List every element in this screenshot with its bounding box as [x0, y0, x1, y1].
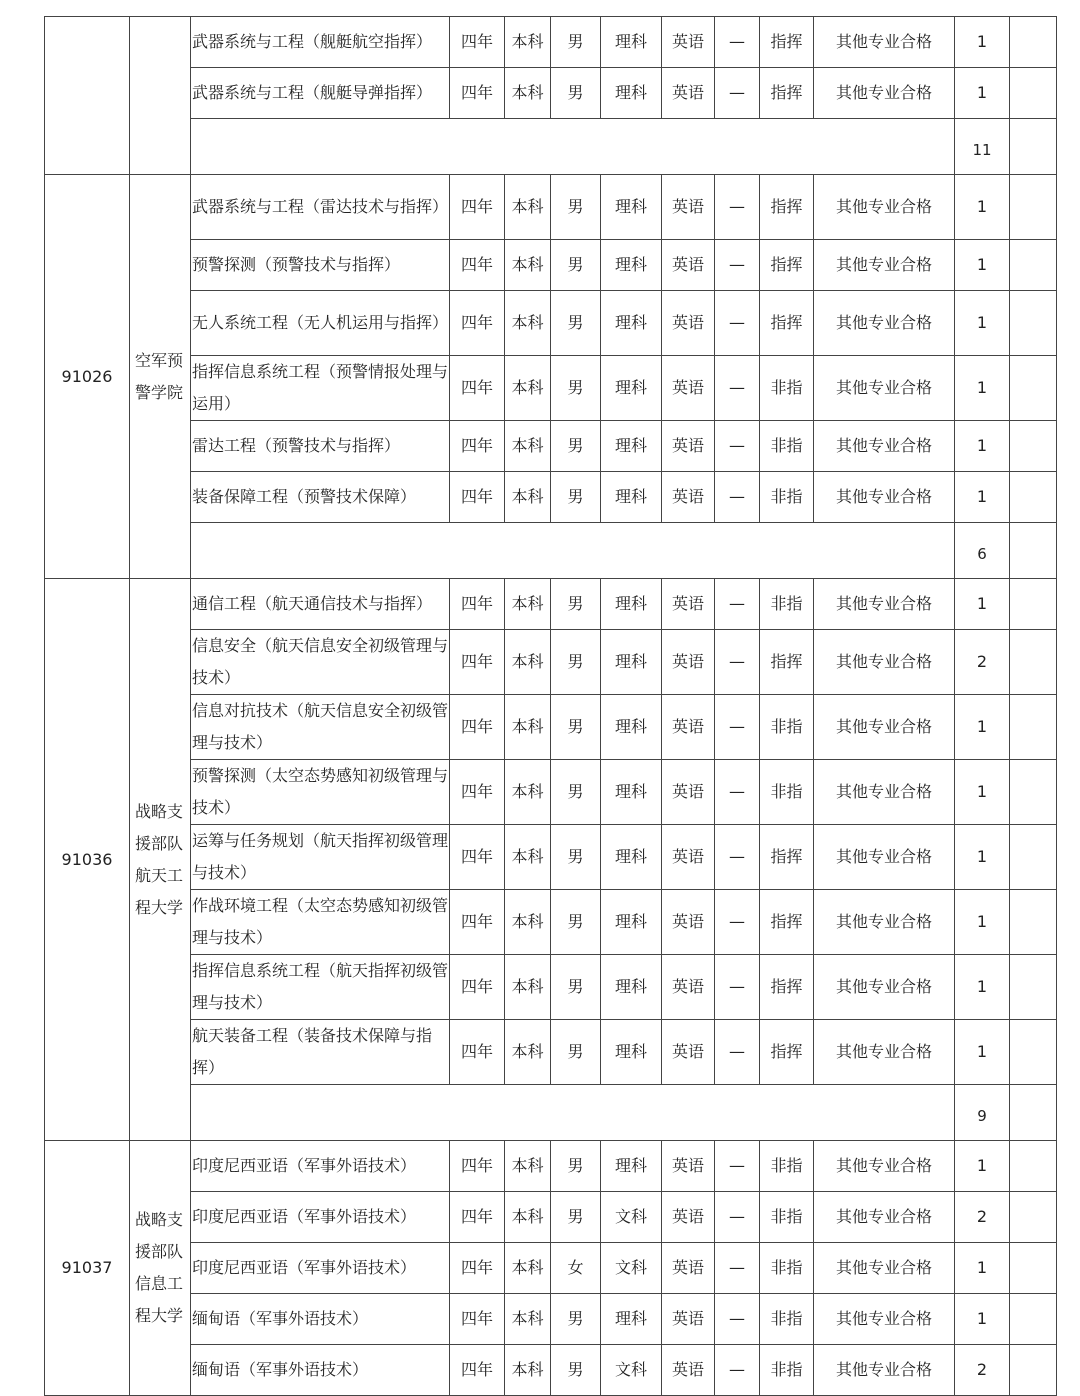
duration-cell: 四年 — [450, 579, 505, 630]
subject-cell: 理科 — [601, 825, 662, 890]
level-cell: 本科 — [505, 175, 551, 240]
type-cell: 指挥 — [760, 17, 814, 68]
language-cell: 英语 — [662, 17, 715, 68]
note-cell — [1010, 695, 1057, 760]
table-row — [45, 1020, 1057, 1085]
note-cell — [1010, 1020, 1057, 1085]
requirement-cell: 其他专业合格 — [814, 1243, 955, 1294]
subject-cell: 理科 — [601, 1020, 662, 1085]
extra-cell: — — [715, 1294, 760, 1345]
type-cell: 非指 — [760, 760, 814, 825]
gender-cell: 男 — [551, 1192, 601, 1243]
note-cell — [1010, 1345, 1057, 1396]
type-cell: 指挥 — [760, 175, 814, 240]
subtotal-count: 6 — [955, 523, 1010, 579]
language-cell: 英语 — [662, 890, 715, 955]
note-cell — [1010, 760, 1057, 825]
extra-cell: — — [715, 291, 760, 356]
major-cell: 武器系统与工程（舰艇航空指挥） — [191, 17, 450, 68]
admissions-table — [44, 16, 1057, 1396]
count-cell: 2 — [955, 1345, 1010, 1396]
duration-cell: 四年 — [450, 1294, 505, 1345]
extra-cell: — — [715, 825, 760, 890]
type-cell: 非指 — [760, 421, 814, 472]
level-cell: 本科 — [505, 630, 551, 695]
subject-cell: 理科 — [601, 579, 662, 630]
subject-cell: 文科 — [601, 1345, 662, 1396]
level-cell: 本科 — [505, 1345, 551, 1396]
requirement-cell: 其他专业合格 — [814, 421, 955, 472]
duration-cell: 四年 — [450, 175, 505, 240]
duration-cell: 四年 — [450, 1020, 505, 1085]
table-row — [45, 356, 1057, 421]
language-cell: 英语 — [662, 1192, 715, 1243]
subject-cell: 文科 — [601, 1192, 662, 1243]
count-cell: 1 — [955, 1020, 1010, 1085]
extra-cell: — — [715, 175, 760, 240]
note-cell — [1010, 890, 1057, 955]
type-cell: 非指 — [760, 1345, 814, 1396]
extra-cell: — — [715, 630, 760, 695]
note-cell — [1010, 579, 1057, 630]
language-cell: 英语 — [662, 421, 715, 472]
gender-cell: 男 — [551, 695, 601, 760]
major-cell: 预警探测（预警技术与指挥） — [191, 240, 450, 291]
extra-cell: — — [715, 695, 760, 760]
major-cell: 武器系统与工程（舰艇导弹指挥） — [191, 68, 450, 119]
table-row — [45, 1192, 1057, 1243]
major-cell: 缅甸语（军事外语技术） — [191, 1345, 450, 1396]
type-cell: 非指 — [760, 1141, 814, 1192]
major-cell: 信息对抗技术（航天信息安全初级管理与技术） — [191, 695, 450, 760]
extra-cell: — — [715, 240, 760, 291]
gender-cell: 男 — [551, 1345, 601, 1396]
table-row — [45, 291, 1057, 356]
duration-cell: 四年 — [450, 356, 505, 421]
subject-cell: 理科 — [601, 240, 662, 291]
type-cell: 指挥 — [760, 955, 814, 1020]
major-cell: 雷达工程（预警技术与指挥） — [191, 421, 450, 472]
level-cell: 本科 — [505, 240, 551, 291]
subject-cell: 理科 — [601, 175, 662, 240]
gender-cell: 男 — [551, 291, 601, 356]
count-cell: 1 — [955, 1141, 1010, 1192]
level-cell: 本科 — [505, 890, 551, 955]
level-cell: 本科 — [505, 695, 551, 760]
level-cell: 本科 — [505, 1192, 551, 1243]
major-cell: 装备保障工程（预警技术保障） — [191, 472, 450, 523]
gender-cell: 男 — [551, 825, 601, 890]
major-cell: 指挥信息系统工程（预警情报处理与运用） — [191, 356, 450, 421]
major-cell: 信息安全（航天信息安全初级管理与技术） — [191, 630, 450, 695]
language-cell: 英语 — [662, 1020, 715, 1085]
school-name-cell: 空军预警学院 — [130, 175, 191, 579]
subtotal-note — [1010, 119, 1057, 175]
gender-cell: 男 — [551, 955, 601, 1020]
extra-cell: — — [715, 1192, 760, 1243]
requirement-cell: 其他专业合格 — [814, 579, 955, 630]
extra-cell: — — [715, 68, 760, 119]
table-row — [45, 695, 1057, 760]
type-cell: 非指 — [760, 579, 814, 630]
extra-cell: — — [715, 1345, 760, 1396]
major-cell: 通信工程（航天通信技术与指挥） — [191, 579, 450, 630]
count-cell: 1 — [955, 291, 1010, 356]
subtotal-note — [1010, 523, 1057, 579]
school-code-cell — [45, 17, 130, 175]
subtotal-spacer — [191, 119, 955, 175]
type-cell: 指挥 — [760, 630, 814, 695]
note-cell — [1010, 1294, 1057, 1345]
extra-cell: — — [715, 1141, 760, 1192]
subtotal-row — [45, 523, 1057, 579]
level-cell: 本科 — [505, 472, 551, 523]
duration-cell: 四年 — [450, 1243, 505, 1294]
table-row — [45, 760, 1057, 825]
language-cell: 英语 — [662, 68, 715, 119]
note-cell — [1010, 356, 1057, 421]
language-cell: 英语 — [662, 695, 715, 760]
table-row — [45, 472, 1057, 523]
table-row — [45, 1294, 1057, 1345]
subject-cell: 理科 — [601, 695, 662, 760]
duration-cell: 四年 — [450, 955, 505, 1020]
duration-cell: 四年 — [450, 630, 505, 695]
table-row — [45, 421, 1057, 472]
duration-cell: 四年 — [450, 68, 505, 119]
note-cell — [1010, 240, 1057, 291]
major-cell: 运筹与任务规划（航天指挥初级管理与技术） — [191, 825, 450, 890]
type-cell: 非指 — [760, 1192, 814, 1243]
table-row — [45, 890, 1057, 955]
count-cell: 1 — [955, 68, 1010, 119]
subtotal-spacer — [191, 1085, 955, 1141]
subject-cell: 理科 — [601, 421, 662, 472]
count-cell: 1 — [955, 472, 1010, 523]
school-code-cell: 91036 — [45, 579, 130, 1141]
language-cell: 英语 — [662, 955, 715, 1020]
subject-cell: 理科 — [601, 890, 662, 955]
school-code-cell: 91026 — [45, 175, 130, 579]
requirement-cell: 其他专业合格 — [814, 890, 955, 955]
extra-cell: — — [715, 1243, 760, 1294]
school-name-cell: 战略支援部队信息工程大学 — [130, 1141, 191, 1396]
subtotal-count: 9 — [955, 1085, 1010, 1141]
note-cell — [1010, 630, 1057, 695]
requirement-cell: 其他专业合格 — [814, 472, 955, 523]
gender-cell: 男 — [551, 1294, 601, 1345]
extra-cell: — — [715, 955, 760, 1020]
major-cell: 缅甸语（军事外语技术） — [191, 1294, 450, 1345]
major-cell: 预警探测（太空态势感知初级管理与技术） — [191, 760, 450, 825]
level-cell: 本科 — [505, 825, 551, 890]
extra-cell: — — [715, 356, 760, 421]
type-cell: 非指 — [760, 695, 814, 760]
note-cell — [1010, 1243, 1057, 1294]
gender-cell: 男 — [551, 356, 601, 421]
language-cell: 英语 — [662, 760, 715, 825]
requirement-cell: 其他专业合格 — [814, 240, 955, 291]
school-name-cell: 战略支援部队航天工程大学 — [130, 579, 191, 1141]
note-cell — [1010, 175, 1057, 240]
duration-cell: 四年 — [450, 291, 505, 356]
gender-cell: 男 — [551, 421, 601, 472]
count-cell: 2 — [955, 630, 1010, 695]
type-cell: 指挥 — [760, 825, 814, 890]
requirement-cell: 其他专业合格 — [814, 955, 955, 1020]
level-cell: 本科 — [505, 356, 551, 421]
extra-cell: — — [715, 760, 760, 825]
table-row — [45, 579, 1057, 630]
extra-cell: — — [715, 1020, 760, 1085]
major-cell: 印度尼西亚语（军事外语技术） — [191, 1141, 450, 1192]
type-cell: 指挥 — [760, 291, 814, 356]
extra-cell: — — [715, 472, 760, 523]
language-cell: 英语 — [662, 472, 715, 523]
subject-cell: 文科 — [601, 1243, 662, 1294]
count-cell: 2 — [955, 1192, 1010, 1243]
type-cell: 非指 — [760, 472, 814, 523]
duration-cell: 四年 — [450, 890, 505, 955]
note-cell — [1010, 825, 1057, 890]
count-cell: 1 — [955, 1294, 1010, 1345]
duration-cell: 四年 — [450, 695, 505, 760]
subject-cell: 理科 — [601, 955, 662, 1020]
requirement-cell: 其他专业合格 — [814, 1020, 955, 1085]
extra-cell: — — [715, 579, 760, 630]
count-cell: 1 — [955, 825, 1010, 890]
gender-cell: 男 — [551, 760, 601, 825]
level-cell: 本科 — [505, 760, 551, 825]
major-cell: 印度尼西亚语（军事外语技术） — [191, 1243, 450, 1294]
count-cell: 1 — [955, 421, 1010, 472]
type-cell: 指挥 — [760, 890, 814, 955]
note-cell — [1010, 421, 1057, 472]
duration-cell: 四年 — [450, 1192, 505, 1243]
language-cell: 英语 — [662, 1243, 715, 1294]
table-row — [45, 1345, 1057, 1396]
subject-cell: 理科 — [601, 1141, 662, 1192]
gender-cell: 男 — [551, 68, 601, 119]
duration-cell: 四年 — [450, 421, 505, 472]
gender-cell: 男 — [551, 240, 601, 291]
requirement-cell: 其他专业合格 — [814, 17, 955, 68]
subtotal-count: 11 — [955, 119, 1010, 175]
count-cell: 1 — [955, 1243, 1010, 1294]
major-cell: 指挥信息系统工程（航天指挥初级管理与技术） — [191, 955, 450, 1020]
requirement-cell: 其他专业合格 — [814, 356, 955, 421]
note-cell — [1010, 1192, 1057, 1243]
language-cell: 英语 — [662, 1345, 715, 1396]
level-cell: 本科 — [505, 291, 551, 356]
subject-cell: 理科 — [601, 291, 662, 356]
note-cell — [1010, 291, 1057, 356]
table-row — [45, 955, 1057, 1020]
table-row — [45, 825, 1057, 890]
note-cell — [1010, 955, 1057, 1020]
gender-cell: 男 — [551, 17, 601, 68]
requirement-cell: 其他专业合格 — [814, 825, 955, 890]
table-row — [45, 17, 1057, 68]
requirement-cell: 其他专业合格 — [814, 175, 955, 240]
count-cell: 1 — [955, 356, 1010, 421]
extra-cell: — — [715, 17, 760, 68]
major-cell: 航天装备工程（装备技术保障与指挥） — [191, 1020, 450, 1085]
note-cell — [1010, 1141, 1057, 1192]
type-cell: 非指 — [760, 356, 814, 421]
subject-cell: 理科 — [601, 1294, 662, 1345]
gender-cell: 男 — [551, 472, 601, 523]
type-cell: 非指 — [760, 1243, 814, 1294]
requirement-cell: 其他专业合格 — [814, 291, 955, 356]
table-body — [45, 17, 1057, 1396]
count-cell: 1 — [955, 695, 1010, 760]
gender-cell: 男 — [551, 890, 601, 955]
language-cell: 英语 — [662, 240, 715, 291]
table-row — [45, 1141, 1057, 1192]
count-cell: 1 — [955, 890, 1010, 955]
language-cell: 英语 — [662, 356, 715, 421]
type-cell: 指挥 — [760, 68, 814, 119]
major-cell: 印度尼西亚语（军事外语技术） — [191, 1192, 450, 1243]
requirement-cell: 其他专业合格 — [814, 695, 955, 760]
major-cell: 武器系统与工程（雷达技术与指挥） — [191, 175, 450, 240]
gender-cell: 男 — [551, 175, 601, 240]
count-cell: 1 — [955, 579, 1010, 630]
requirement-cell: 其他专业合格 — [814, 1141, 955, 1192]
subtotal-row — [45, 1085, 1057, 1141]
count-cell: 1 — [955, 955, 1010, 1020]
level-cell: 本科 — [505, 579, 551, 630]
table-row — [45, 175, 1057, 240]
requirement-cell: 其他专业合格 — [814, 1192, 955, 1243]
language-cell: 英语 — [662, 291, 715, 356]
note-cell — [1010, 68, 1057, 119]
duration-cell: 四年 — [450, 825, 505, 890]
type-cell: 指挥 — [760, 240, 814, 291]
major-cell: 作战环境工程（太空态势感知初级管理与技术） — [191, 890, 450, 955]
language-cell: 英语 — [662, 630, 715, 695]
language-cell: 英语 — [662, 1141, 715, 1192]
gender-cell: 男 — [551, 579, 601, 630]
language-cell: 英语 — [662, 579, 715, 630]
duration-cell: 四年 — [450, 1345, 505, 1396]
gender-cell: 男 — [551, 1141, 601, 1192]
school-code-cell: 91037 — [45, 1141, 130, 1396]
count-cell: 1 — [955, 760, 1010, 825]
subject-cell: 理科 — [601, 472, 662, 523]
count-cell: 1 — [955, 240, 1010, 291]
requirement-cell: 其他专业合格 — [814, 68, 955, 119]
language-cell: 英语 — [662, 1294, 715, 1345]
level-cell: 本科 — [505, 955, 551, 1020]
duration-cell: 四年 — [450, 760, 505, 825]
subject-cell: 理科 — [601, 630, 662, 695]
subtotal-row — [45, 119, 1057, 175]
language-cell: 英语 — [662, 825, 715, 890]
level-cell: 本科 — [505, 1294, 551, 1345]
requirement-cell: 其他专业合格 — [814, 1345, 955, 1396]
subject-cell: 理科 — [601, 68, 662, 119]
count-cell: 1 — [955, 175, 1010, 240]
gender-cell: 男 — [551, 1020, 601, 1085]
level-cell: 本科 — [505, 421, 551, 472]
duration-cell: 四年 — [450, 472, 505, 523]
level-cell: 本科 — [505, 68, 551, 119]
language-cell: 英语 — [662, 175, 715, 240]
level-cell: 本科 — [505, 1243, 551, 1294]
gender-cell: 女 — [551, 1243, 601, 1294]
subtotal-note — [1010, 1085, 1057, 1141]
requirement-cell: 其他专业合格 — [814, 760, 955, 825]
table-row — [45, 630, 1057, 695]
level-cell: 本科 — [505, 1020, 551, 1085]
level-cell: 本科 — [505, 1141, 551, 1192]
subtotal-spacer — [191, 523, 955, 579]
extra-cell: — — [715, 421, 760, 472]
level-cell: 本科 — [505, 17, 551, 68]
table-row — [45, 1243, 1057, 1294]
note-cell — [1010, 472, 1057, 523]
duration-cell: 四年 — [450, 240, 505, 291]
school-name-cell — [130, 17, 191, 175]
count-cell: 1 — [955, 17, 1010, 68]
subject-cell: 理科 — [601, 356, 662, 421]
type-cell: 指挥 — [760, 1020, 814, 1085]
requirement-cell: 其他专业合格 — [814, 630, 955, 695]
duration-cell: 四年 — [450, 1141, 505, 1192]
major-cell: 无人系统工程（无人机运用与指挥） — [191, 291, 450, 356]
table-row — [45, 68, 1057, 119]
note-cell — [1010, 17, 1057, 68]
gender-cell: 男 — [551, 630, 601, 695]
subject-cell: 理科 — [601, 760, 662, 825]
requirement-cell: 其他专业合格 — [814, 1294, 955, 1345]
duration-cell: 四年 — [450, 17, 505, 68]
extra-cell: — — [715, 890, 760, 955]
table-row — [45, 240, 1057, 291]
subject-cell: 理科 — [601, 17, 662, 68]
type-cell: 非指 — [760, 1294, 814, 1345]
